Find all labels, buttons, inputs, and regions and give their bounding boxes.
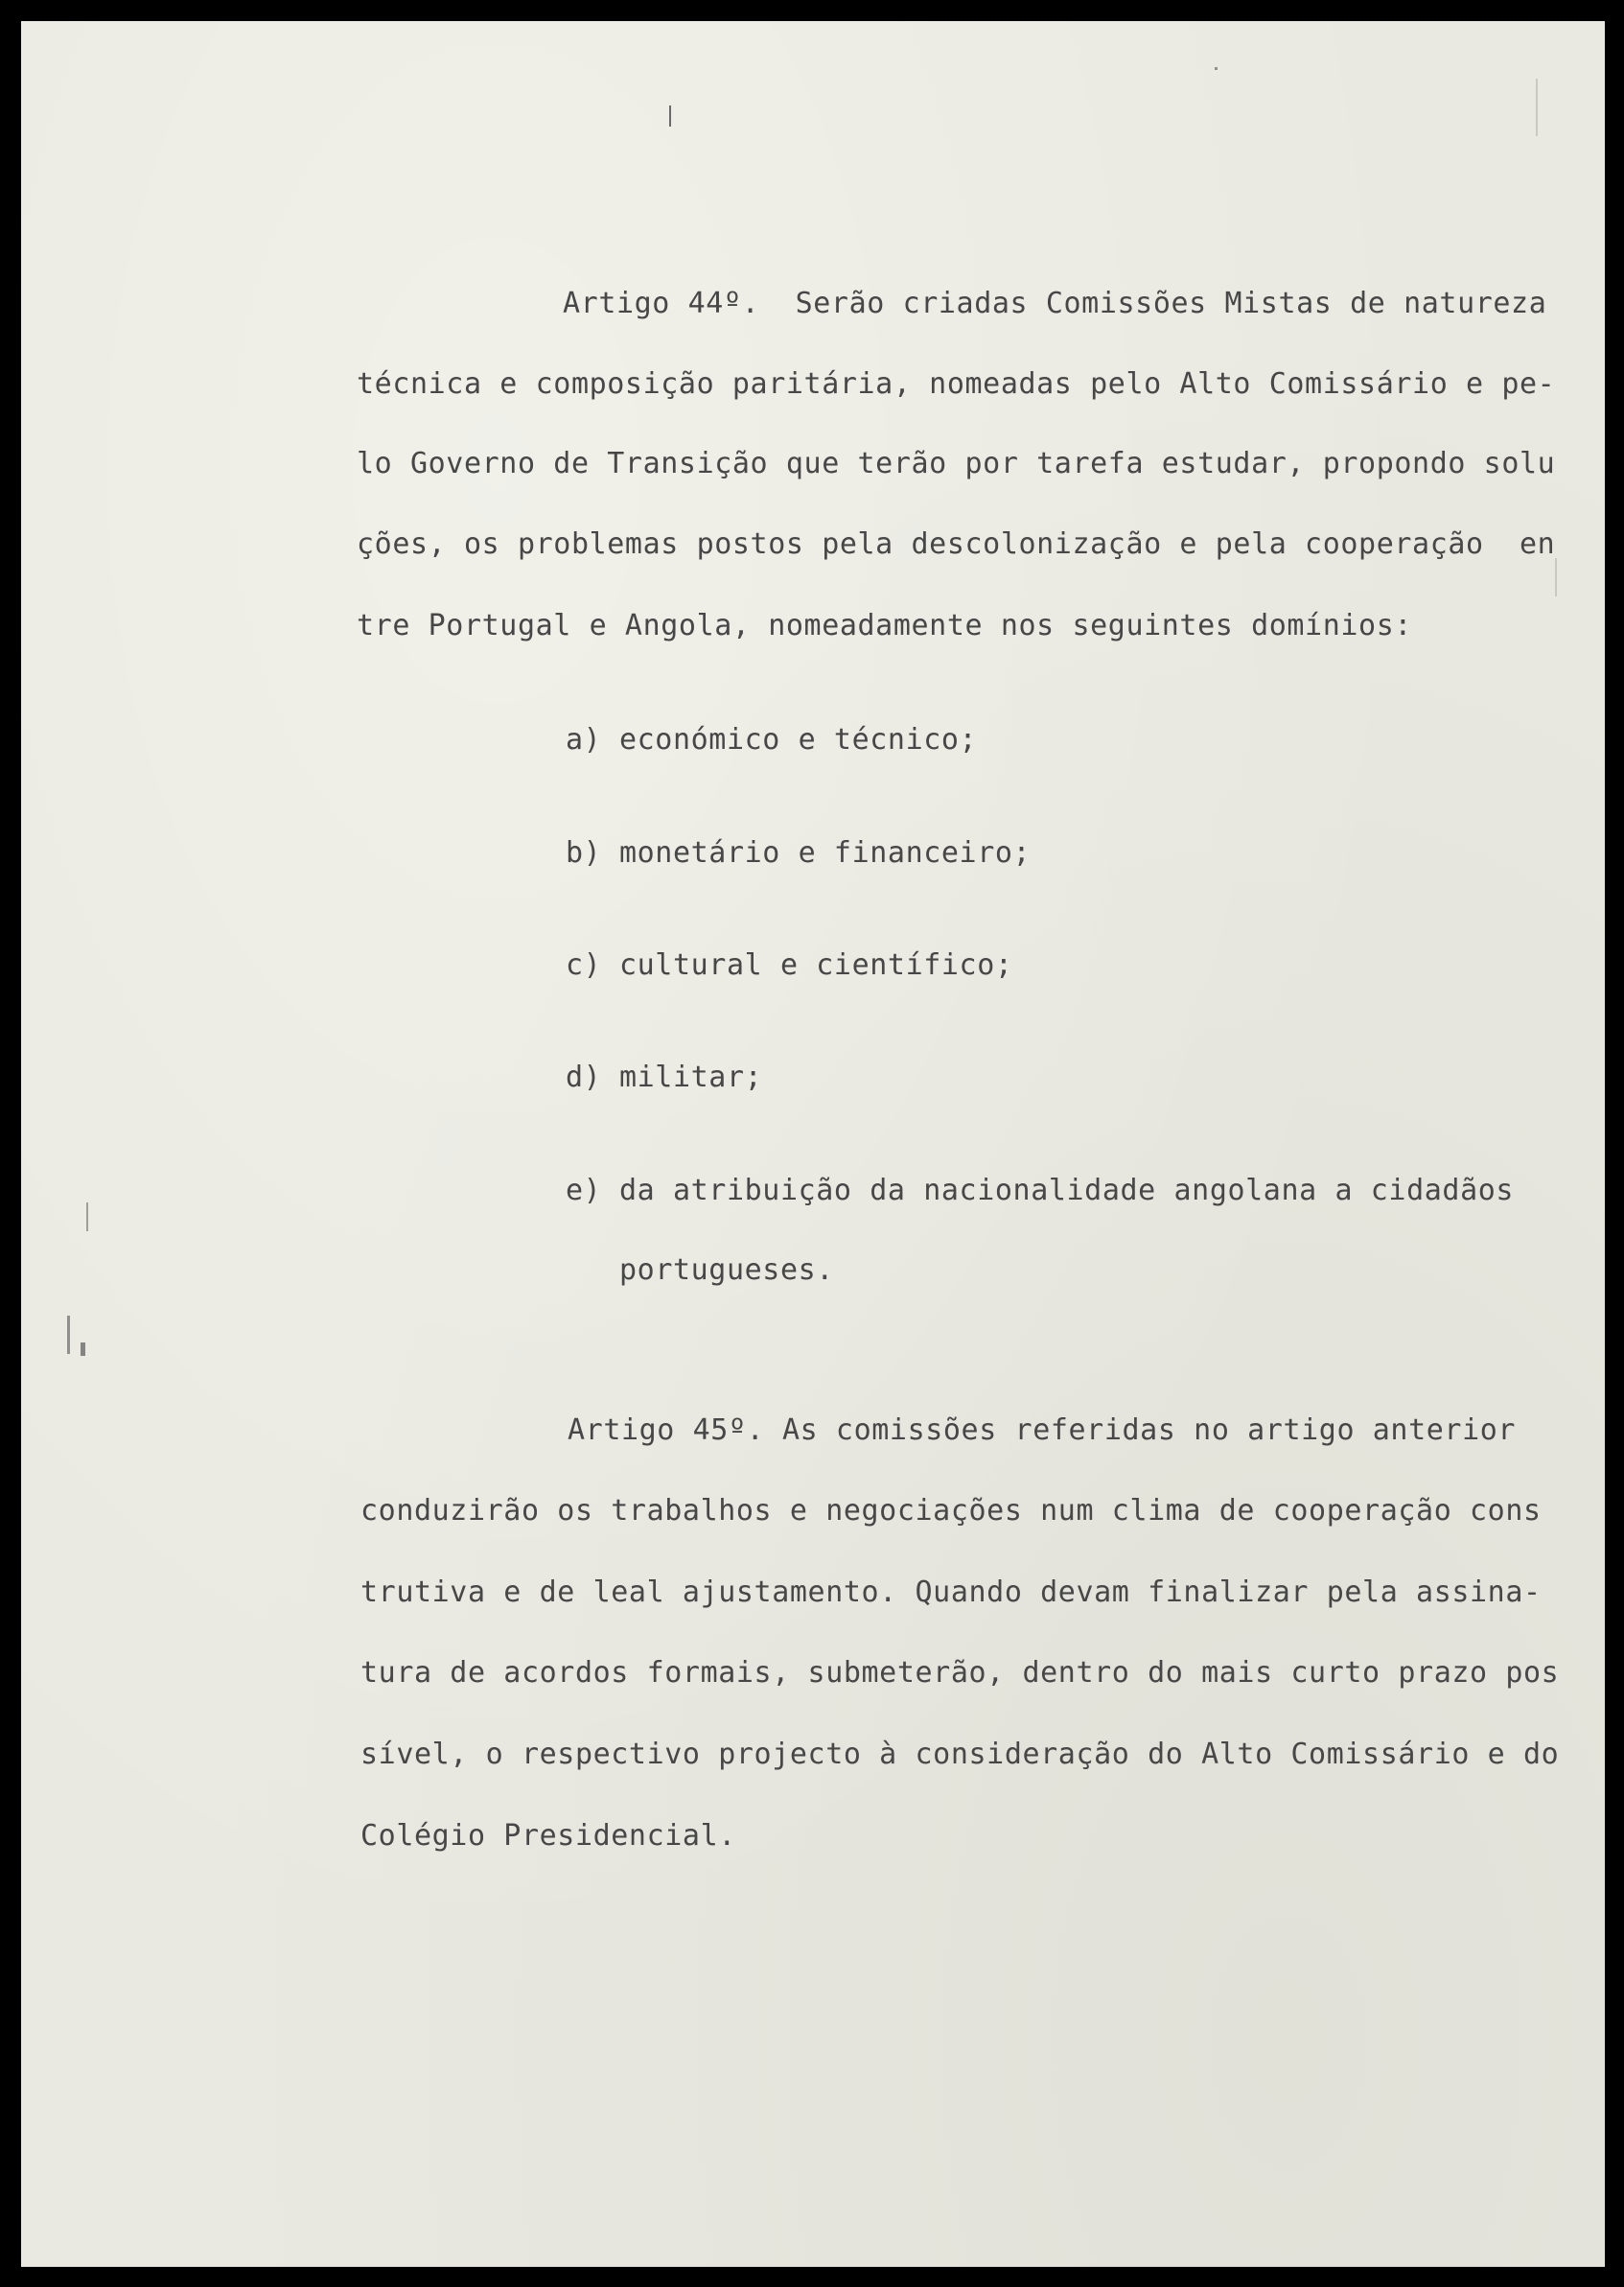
list-item-e: e) da atribuição da nacionalidade angolana a cidadãos: [566, 1174, 1515, 1207]
list-item-b: b) monetário e financeiro;: [566, 836, 1032, 870]
article-45-line-4: sível, o respectivo projecto à consideração do Alto Comissário e do: [360, 1738, 1560, 1771]
article-45-line-3: tura de acordos formais, submeterão, dentro do mais curto prazo pos: [360, 1656, 1560, 1690]
scan-mark: [1215, 67, 1218, 70]
list-item-a: a) económico e técnico;: [566, 723, 978, 757]
scan-mark: [67, 1316, 70, 1354]
scan-mark: [1555, 558, 1557, 596]
article-44-lead: Artigo 44º. Serão criadas Comissões Mistas de natureza: [563, 287, 1547, 320]
article-45-lead: Artigo 45º. As comissões referidas no artigo anterior: [568, 1413, 1517, 1447]
article-44-line-3: ções, os problemas postos pela descolonização e pela cooperação en: [357, 527, 1556, 561]
list-item-c: c) cultural e científico;: [566, 948, 1013, 982]
list-item-d: d) militar;: [566, 1061, 763, 1094]
article-44-line-1: técnica e composição paritária, nomeadas pelo Alto Comissário e pe-: [357, 367, 1556, 401]
list-item-e-continuation: portugueses.: [619, 1253, 834, 1287]
article-44-line-2: lo Governo de Transição que terão por tarefa estudar, propondo solu: [357, 447, 1556, 480]
scan-mark: [1536, 79, 1538, 136]
article-44-line-4: tre Portugal e Angola, nomeadamente nos seguintes domínios:: [357, 609, 1413, 642]
article-45-line-1: conduzirão os trabalhos e negociações num clima de cooperação cons: [360, 1494, 1542, 1528]
scan-mark: [669, 105, 671, 127]
scan-mark: [81, 1342, 85, 1356]
scan-mark: [86, 1202, 88, 1231]
article-45-line-5: Colégio Presidencial.: [360, 1819, 736, 1853]
document-page: [21, 21, 1605, 2267]
article-45-line-2: trutiva e de leal ajustamento. Quando devam finalizar pela assina-: [360, 1575, 1542, 1609]
